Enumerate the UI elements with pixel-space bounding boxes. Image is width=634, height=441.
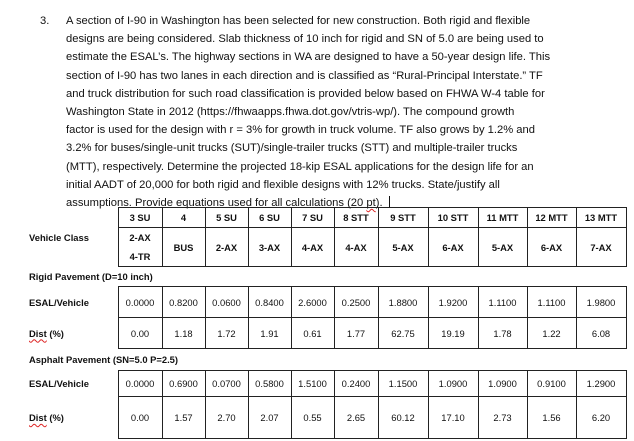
table-cell: 1.0900 [478, 371, 527, 397]
axle-header: 4-AX [291, 228, 334, 267]
table-cell: 17.10 [428, 397, 478, 439]
class-header: 4 [162, 208, 205, 228]
table-cell: 0.0000 [118, 287, 162, 318]
table-cell: 0.0700 [205, 371, 248, 397]
class-header: 8 STT [334, 208, 378, 228]
last-line-prefix: assumptions. Provide equations used for all calculations (20 [66, 197, 367, 210]
table-cell: 0.2400 [334, 371, 378, 397]
table-cell: 1.18 [162, 318, 205, 349]
class-header: 3 SU [118, 208, 162, 228]
class-header: 9 STT [378, 208, 428, 228]
question-line: estimate the ESAL’s. The highway sections in WA are designed to have a 50-year design life. This [66, 51, 551, 64]
question-line: factor is used for the design with r = 3% for growth in truck volume. TF also grows by 1.2% and [66, 124, 535, 137]
table-cell: 1.0900 [428, 371, 478, 397]
rigid-section-title: Rigid Pavement (D=10 inch) [29, 271, 153, 282]
table-cell: 0.8200 [162, 287, 205, 318]
axle-header: 2-AX [205, 228, 248, 267]
class-header: 5 SU [205, 208, 248, 228]
asphalt-esal-row [26, 371, 626, 397]
class-header: 13 MTT [576, 208, 626, 228]
question-line: section of I-90 has two lanes in each direction and is classified as “Rural-Principal Interstate.” TF [66, 69, 543, 82]
table-cell: 60.12 [378, 397, 428, 439]
table-cell: 1.9800 [576, 287, 626, 318]
table-cell: 0.2500 [334, 287, 378, 318]
row-label [26, 397, 118, 439]
axle-header: 5-AX [478, 228, 527, 267]
axle-header-line: 2-AX [129, 232, 151, 243]
class-header: 6 SU [248, 208, 291, 228]
table-cell: 0.00 [118, 397, 162, 439]
table-cell: 0.61 [291, 318, 334, 349]
rigid-section-row [26, 267, 626, 287]
table-cell: 0.0600 [205, 287, 248, 318]
table-cell: 1.1100 [527, 287, 576, 318]
table-cell: 1.72 [205, 318, 248, 349]
table-cell: 0.5800 [248, 371, 291, 397]
asphalt-section-row [26, 349, 626, 371]
question-line: (MTT), respectively. Determine the projected 18-kip ESAL applications for the design life for an [66, 160, 534, 173]
question-line: 3.2% for buses/single-unit trucks (SUT)/single-trailer trucks (STT) and multiple-trailer trucks [66, 142, 518, 155]
table-cell: 1.77 [334, 318, 378, 349]
axle-header: BUS [162, 228, 205, 267]
axle-header: 6-AX [428, 228, 478, 267]
rigid-dist-row [26, 318, 626, 349]
axle-header: 4-AX [334, 228, 378, 267]
spellcheck-word: Dist [29, 327, 47, 339]
axle-header: 3-AX [248, 228, 291, 267]
table-cell: 1.9200 [428, 287, 478, 318]
axle-header: 7-AX [576, 228, 626, 267]
table-cell: 2.07 [248, 397, 291, 439]
class-header: 12 MTT [527, 208, 576, 228]
table-cell: 0.00 [118, 318, 162, 349]
table-cell: 62.75 [378, 318, 428, 349]
rigid-esal-row [26, 287, 626, 318]
table-cell: 1.56 [527, 397, 576, 439]
table-cell: 1.57 [162, 397, 205, 439]
class-header: 11 MTT [478, 208, 527, 228]
header-row-classes [26, 208, 626, 228]
table-cell: 0.55 [291, 397, 334, 439]
table-cell: 1.22 [527, 318, 576, 349]
table-cell: 19.19 [428, 318, 478, 349]
table-cell: 1.2900 [576, 371, 626, 397]
spellcheck-word: pt [366, 197, 376, 210]
class-header: 7 SU [291, 208, 334, 228]
row-label: ESAL/Vehicle [29, 378, 89, 389]
table-cell: 0.8400 [248, 287, 291, 318]
question-line: A section of I-90 in Washington has been selected for new construction. Both rigid and flexible [66, 15, 531, 27]
spellcheck-word: Dist [29, 412, 47, 423]
last-line-suffix: ). [375, 197, 386, 210]
table-cell: 2.70 [205, 397, 248, 439]
question-number: 3. [40, 15, 50, 27]
axle-header-line: 4-TR [129, 251, 151, 262]
table-cell: 0.0000 [118, 371, 162, 397]
esal-table [26, 207, 627, 439]
table-cell: 2.6000 [291, 287, 334, 318]
table-cell: 1.8800 [378, 287, 428, 318]
question-text[interactable] [66, 12, 596, 212]
table-cell: 6.20 [576, 397, 626, 439]
table-cell: 0.9100 [527, 371, 576, 397]
asphalt-dist-row [26, 397, 626, 439]
table-cell: 6.08 [576, 318, 626, 349]
asphalt-section-title: Asphalt Pavement (SN=5.0 P=2.5) [29, 354, 179, 365]
vehicle-class-label: Vehicle Class [29, 231, 89, 243]
table-cell: 1.78 [478, 318, 527, 349]
table-cell: 2.65 [334, 397, 378, 439]
table-cell: 2.73 [478, 397, 527, 439]
class-header: 10 STT [428, 208, 478, 228]
row-label-suffix: (%) [46, 412, 64, 423]
table-cell: 1.91 [248, 318, 291, 349]
axle-header: 6-AX [527, 228, 576, 267]
axle-header: 5-AX [378, 228, 428, 267]
row-label: ESAL/Vehicle [29, 296, 89, 308]
question-line: initial AADT of 20,000 for both rigid and flexible designs with 12% trucks. State/justify all [66, 178, 500, 191]
row-label-suffix: (%) [46, 327, 64, 339]
question-line: Washington State in 2012 (https://fhwaapps.fhwa.dot.gov/vtris-wp/). The compound growth [66, 106, 515, 119]
question-line: and truck distribution for such road classification is provided below based on FHWA W-4 table for [66, 87, 545, 100]
table-cell: 1.1500 [378, 371, 428, 397]
table-cell: 1.5100 [291, 371, 334, 397]
table-cell: 1.1100 [478, 287, 527, 318]
axle-header [118, 228, 162, 267]
question-line: designs are being considered. Slab thickness of 10 inch for rigid and SN of 5.0 are being used to [66, 33, 544, 46]
row-label [26, 318, 118, 349]
table-cell: 0.6900 [162, 371, 205, 397]
